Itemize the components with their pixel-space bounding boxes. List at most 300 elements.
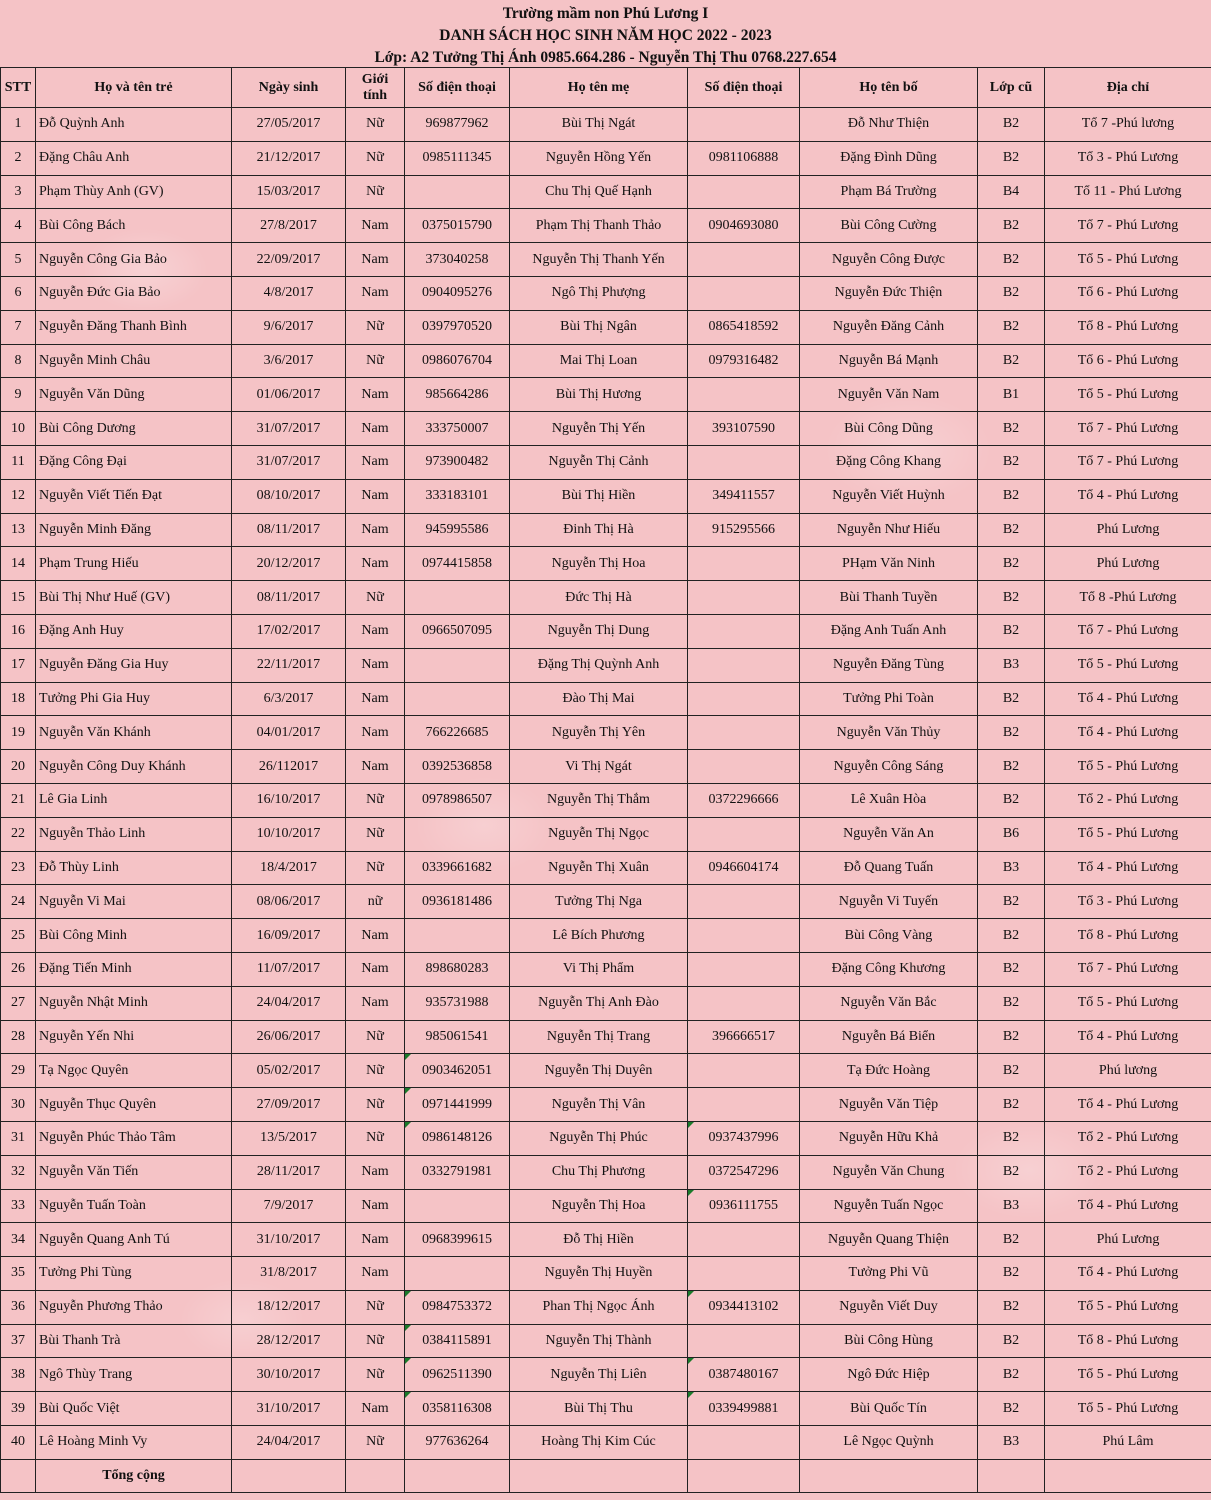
phone-cell[interactable]: 935731988: [405, 986, 510, 1020]
birth-date-cell[interactable]: 31/10/2017: [232, 1223, 346, 1257]
mother-name-cell[interactable]: Nguyễn Thị Thanh Yến: [510, 243, 688, 277]
child-name-cell[interactable]: Bùi Quốc Việt: [36, 1392, 232, 1426]
father-name-cell[interactable]: Bùi Công Dũng: [800, 412, 978, 446]
birth-date-cell[interactable]: 7/9/2017: [232, 1189, 346, 1223]
phone-2-cell[interactable]: [688, 986, 800, 1020]
old-class-cell[interactable]: B2: [978, 243, 1045, 277]
gender-cell[interactable]: Nam: [346, 750, 405, 784]
stt-cell[interactable]: 37: [1, 1324, 36, 1358]
stt-cell[interactable]: 16: [1, 614, 36, 648]
stt-cell[interactable]: 8: [1, 344, 36, 378]
child-name-cell[interactable]: Ngô Thùy Trang: [36, 1358, 232, 1392]
birth-date-cell[interactable]: 4/8/2017: [232, 276, 346, 310]
gender-cell[interactable]: Nữ: [346, 141, 405, 175]
mother-name-cell[interactable]: Nguyễn Thị Ngọc: [510, 817, 688, 851]
address-cell[interactable]: Phú Lương: [1045, 547, 1211, 581]
address-cell[interactable]: Tổ 5 - Phú Lương: [1045, 986, 1211, 1020]
phone-cell[interactable]: [405, 648, 510, 682]
child-name-cell[interactable]: Bùi Công Dương: [36, 412, 232, 446]
birth-date-cell[interactable]: 31/07/2017: [232, 412, 346, 446]
address-cell[interactable]: Tổ 4 - Phú Lương: [1045, 682, 1211, 716]
gender-cell[interactable]: Nữ: [346, 1290, 405, 1324]
old-class-cell[interactable]: B2: [978, 276, 1045, 310]
child-name-cell[interactable]: Nguyễn Viết Tiến Đạt: [36, 479, 232, 513]
father-name-cell[interactable]: Nguyễn Đức Thiện: [800, 276, 978, 310]
gender-cell[interactable]: Nam: [346, 919, 405, 953]
phone-2-cell[interactable]: [688, 547, 800, 581]
father-name-cell[interactable]: Phạm Bá Trường: [800, 175, 978, 209]
address-cell[interactable]: Tổ 2 - Phú Lương: [1045, 1121, 1211, 1155]
phone-cell[interactable]: [405, 175, 510, 209]
phone-2-cell[interactable]: 0339499881: [688, 1392, 800, 1426]
gender-cell[interactable]: Nữ: [346, 851, 405, 885]
birth-date-cell[interactable]: 18/4/2017: [232, 851, 346, 885]
stt-cell[interactable]: 31: [1, 1121, 36, 1155]
mother-name-cell[interactable]: Chu Thị Quế Hạnh: [510, 175, 688, 209]
gender-cell[interactable]: Nam: [346, 1155, 405, 1189]
phone-2-cell[interactable]: [688, 175, 800, 209]
phone-cell[interactable]: 0384115891: [405, 1324, 510, 1358]
mother-name-cell[interactable]: Nguyễn Thị Vân: [510, 1088, 688, 1122]
gender-cell[interactable]: Nữ: [346, 1358, 405, 1392]
stt-cell[interactable]: 18: [1, 682, 36, 716]
phone-cell[interactable]: [405, 581, 510, 615]
mother-name-cell[interactable]: Đỗ Thị Hiền: [510, 1223, 688, 1257]
father-name-cell[interactable]: Đỗ Quang Tuấn: [800, 851, 978, 885]
stt-cell[interactable]: 3: [1, 175, 36, 209]
father-name-cell[interactable]: PHạm Văn Ninh: [800, 547, 978, 581]
old-class-cell[interactable]: B6: [978, 817, 1045, 851]
total-cell[interactable]: [688, 1459, 800, 1492]
birth-date-cell[interactable]: 08/11/2017: [232, 513, 346, 547]
child-name-cell[interactable]: Nguyễn Tuấn Toàn: [36, 1189, 232, 1223]
stt-cell[interactable]: 13: [1, 513, 36, 547]
total-cell[interactable]: [232, 1459, 346, 1492]
child-name-cell[interactable]: Nguyễn Thục Quyên: [36, 1088, 232, 1122]
father-name-cell[interactable]: Nguyễn Công Được: [800, 243, 978, 277]
phone-cell[interactable]: 898680283: [405, 952, 510, 986]
phone-cell[interactable]: 945995586: [405, 513, 510, 547]
phone-cell[interactable]: 0986148126: [405, 1121, 510, 1155]
mother-name-cell[interactable]: Đức Thị Hà: [510, 581, 688, 615]
address-cell[interactable]: Tổ 7 -Phú lương: [1045, 108, 1211, 142]
address-cell[interactable]: Phú Lâm: [1045, 1426, 1211, 1460]
old-class-cell[interactable]: B1: [978, 378, 1045, 412]
phone-cell[interactable]: 0392536858: [405, 750, 510, 784]
old-class-cell[interactable]: B2: [978, 141, 1045, 175]
father-name-cell[interactable]: Nguyễn Viết Huỳnh: [800, 479, 978, 513]
address-cell[interactable]: Phú lương: [1045, 1054, 1211, 1088]
address-cell[interactable]: Tổ 5 - Phú Lương: [1045, 1290, 1211, 1324]
phone-cell[interactable]: 0968399615: [405, 1223, 510, 1257]
mother-name-cell[interactable]: Nguyễn Thị Hoa: [510, 547, 688, 581]
total-cell[interactable]: [800, 1459, 978, 1492]
old-class-cell[interactable]: B3: [978, 851, 1045, 885]
mother-name-cell[interactable]: Vi Thị Ngát: [510, 750, 688, 784]
father-name-cell[interactable]: Lê Xuân Hòa: [800, 783, 978, 817]
phone-2-cell[interactable]: [688, 952, 800, 986]
child-name-cell[interactable]: Phạm Trung Hiếu: [36, 547, 232, 581]
old-class-cell[interactable]: B2: [978, 682, 1045, 716]
address-cell[interactable]: Tổ 5 - Phú Lương: [1045, 378, 1211, 412]
stt-cell[interactable]: 9: [1, 378, 36, 412]
phone-2-cell[interactable]: [688, 648, 800, 682]
child-name-cell[interactable]: Nguyễn Vi Mai: [36, 885, 232, 919]
gender-cell[interactable]: Nữ: [346, 581, 405, 615]
birth-date-cell[interactable]: 13/5/2017: [232, 1121, 346, 1155]
birth-date-cell[interactable]: 16/10/2017: [232, 783, 346, 817]
gender-cell[interactable]: Nữ: [346, 1324, 405, 1358]
address-cell[interactable]: Tổ 4 - Phú Lương: [1045, 1257, 1211, 1291]
phone-cell[interactable]: 333183101: [405, 479, 510, 513]
old-class-cell[interactable]: B2: [978, 1054, 1045, 1088]
gender-cell[interactable]: Nữ: [346, 310, 405, 344]
stt-cell[interactable]: 12: [1, 479, 36, 513]
address-cell[interactable]: Tổ 5 - Phú Lương: [1045, 817, 1211, 851]
child-name-cell[interactable]: Bùi Thanh Trà: [36, 1324, 232, 1358]
stt-cell[interactable]: 33: [1, 1189, 36, 1223]
phone-cell[interactable]: [405, 817, 510, 851]
address-cell[interactable]: Tổ 7 - Phú Lương: [1045, 952, 1211, 986]
stt-cell[interactable]: 22: [1, 817, 36, 851]
gender-cell[interactable]: Nữ: [346, 344, 405, 378]
stt-cell[interactable]: 7: [1, 310, 36, 344]
child-name-cell[interactable]: Bùi Thị Như Huế (GV): [36, 581, 232, 615]
stt-cell[interactable]: 30: [1, 1088, 36, 1122]
stt-cell[interactable]: 39: [1, 1392, 36, 1426]
gender-cell[interactable]: Nam: [346, 378, 405, 412]
phone-cell[interactable]: 985061541: [405, 1020, 510, 1054]
address-cell[interactable]: Tổ 3 - Phú Lương: [1045, 885, 1211, 919]
birth-date-cell[interactable]: 27/09/2017: [232, 1088, 346, 1122]
total-cell[interactable]: [1045, 1459, 1211, 1492]
birth-date-cell[interactable]: 01/06/2017: [232, 378, 346, 412]
phone-2-cell[interactable]: [688, 108, 800, 142]
child-name-cell[interactable]: Đỗ Quỳnh Anh: [36, 108, 232, 142]
old-class-cell[interactable]: B2: [978, 716, 1045, 750]
gender-cell[interactable]: Nam: [346, 1189, 405, 1223]
col-phone-header[interactable]: Số điện thoại: [405, 68, 510, 108]
phone-cell[interactable]: 0904095276: [405, 276, 510, 310]
phone-2-cell[interactable]: [688, 445, 800, 479]
mother-name-cell[interactable]: Phan Thị Ngọc Ánh: [510, 1290, 688, 1324]
gender-cell[interactable]: Nam: [346, 986, 405, 1020]
father-name-cell[interactable]: Nguyễn Quang Thiện: [800, 1223, 978, 1257]
father-name-cell[interactable]: Nguyễn Văn Tiệp: [800, 1088, 978, 1122]
father-name-cell[interactable]: Đỗ Như Thiện: [800, 108, 978, 142]
phone-cell[interactable]: 0332791981: [405, 1155, 510, 1189]
old-class-cell[interactable]: B3: [978, 1426, 1045, 1460]
stt-cell[interactable]: 23: [1, 851, 36, 885]
birth-date-cell[interactable]: 31/07/2017: [232, 445, 346, 479]
phone-2-cell[interactable]: [688, 1054, 800, 1088]
child-name-cell[interactable]: Nguyễn Quang Anh Tú: [36, 1223, 232, 1257]
birth-date-cell[interactable]: 24/04/2017: [232, 1426, 346, 1460]
mother-name-cell[interactable]: Bùi Thị Hương: [510, 378, 688, 412]
phone-2-cell[interactable]: 915295566: [688, 513, 800, 547]
address-cell[interactable]: Tổ 5 - Phú Lương: [1045, 1358, 1211, 1392]
stt-cell[interactable]: 17: [1, 648, 36, 682]
birth-date-cell[interactable]: 08/10/2017: [232, 479, 346, 513]
old-class-cell[interactable]: B2: [978, 344, 1045, 378]
father-name-cell[interactable]: Bùi Công Hùng: [800, 1324, 978, 1358]
gender-cell[interactable]: Nam: [346, 1223, 405, 1257]
gender-cell[interactable]: Nam: [346, 614, 405, 648]
stt-cell[interactable]: 26: [1, 952, 36, 986]
gender-cell[interactable]: Nữ: [346, 1020, 405, 1054]
father-name-cell[interactable]: Nguyễn Văn Nam: [800, 378, 978, 412]
total-cell[interactable]: [346, 1459, 405, 1492]
mother-name-cell[interactable]: Nguyễn Hồng Yến: [510, 141, 688, 175]
old-class-cell[interactable]: B2: [978, 479, 1045, 513]
father-name-cell[interactable]: Bùi Công Cường: [800, 209, 978, 243]
father-name-cell[interactable]: Đặng Công Khương: [800, 952, 978, 986]
phone-cell[interactable]: 0984753372: [405, 1290, 510, 1324]
birth-date-cell[interactable]: 27/05/2017: [232, 108, 346, 142]
phone-cell[interactable]: 0936181486: [405, 885, 510, 919]
stt-cell[interactable]: 4: [1, 209, 36, 243]
address-cell[interactable]: Tổ 8 - Phú Lương: [1045, 919, 1211, 953]
child-name-cell[interactable]: Bùi Công Minh: [36, 919, 232, 953]
stt-cell[interactable]: 1: [1, 108, 36, 142]
gender-cell[interactable]: Nữ: [346, 1088, 405, 1122]
address-cell[interactable]: Tổ 4 - Phú Lương: [1045, 851, 1211, 885]
address-cell[interactable]: Tổ 5 - Phú Lương: [1045, 648, 1211, 682]
mother-name-cell[interactable]: Đặng Thị Quỳnh Anh: [510, 648, 688, 682]
old-class-cell[interactable]: B2: [978, 1324, 1045, 1358]
child-name-cell[interactable]: Nguyễn Yến Nhi: [36, 1020, 232, 1054]
address-cell[interactable]: Tổ 8 - Phú Lương: [1045, 310, 1211, 344]
child-name-cell[interactable]: Lê Hoàng Minh Vy: [36, 1426, 232, 1460]
address-cell[interactable]: Tổ 5 - Phú Lương: [1045, 750, 1211, 784]
father-name-cell[interactable]: Đặng Công Khang: [800, 445, 978, 479]
father-name-cell[interactable]: Nguyễn Văn Thủy: [800, 716, 978, 750]
mother-name-cell[interactable]: Nguyễn Thị Dung: [510, 614, 688, 648]
father-name-cell[interactable]: Nguyễn Như Hiếu: [800, 513, 978, 547]
stt-cell[interactable]: 25: [1, 919, 36, 953]
father-name-cell[interactable]: Bùi Công Vàng: [800, 919, 978, 953]
phone-2-cell[interactable]: 0904693080: [688, 209, 800, 243]
mother-name-cell[interactable]: Hoàng Thị Kim Cúc: [510, 1426, 688, 1460]
col-stt-header[interactable]: STT: [1, 68, 36, 108]
father-name-cell[interactable]: Nguyễn Văn An: [800, 817, 978, 851]
mother-name-cell[interactable]: Bùi Thị Ngát: [510, 108, 688, 142]
phone-2-cell[interactable]: [688, 276, 800, 310]
mother-name-cell[interactable]: Đào Thị Mai: [510, 682, 688, 716]
stt-cell[interactable]: 19: [1, 716, 36, 750]
total-cell[interactable]: [510, 1459, 688, 1492]
address-cell[interactable]: Tổ 5 - Phú Lương: [1045, 243, 1211, 277]
phone-cell[interactable]: 0903462051: [405, 1054, 510, 1088]
mother-name-cell[interactable]: Tưởng Thị Nga: [510, 885, 688, 919]
total-label[interactable]: Tổng cộng: [36, 1459, 232, 1492]
child-name-cell[interactable]: Nguyễn Minh Châu: [36, 344, 232, 378]
child-name-cell[interactable]: Tưởng Phi Gia Huy: [36, 682, 232, 716]
father-name-cell[interactable]: Tưởng Phi Toàn: [800, 682, 978, 716]
col-address-header[interactable]: Địa chỉ: [1045, 68, 1211, 108]
father-name-cell[interactable]: Lê Ngọc Quỳnh: [800, 1426, 978, 1460]
total-cell[interactable]: [978, 1459, 1045, 1492]
mother-name-cell[interactable]: Bùi Thị Ngân: [510, 310, 688, 344]
phone-2-cell[interactable]: [688, 614, 800, 648]
phone-2-cell[interactable]: 0372547296: [688, 1155, 800, 1189]
gender-cell[interactable]: Nam: [346, 682, 405, 716]
old-class-cell[interactable]: B2: [978, 445, 1045, 479]
mother-name-cell[interactable]: Nguyễn Thị Huyền: [510, 1257, 688, 1291]
phone-2-cell[interactable]: 0981106888: [688, 141, 800, 175]
phone-cell[interactable]: 969877962: [405, 108, 510, 142]
address-cell[interactable]: Tổ 11 - Phú Lương: [1045, 175, 1211, 209]
address-cell[interactable]: Tổ 6 - Phú Lương: [1045, 276, 1211, 310]
gender-cell[interactable]: Nam: [346, 648, 405, 682]
birth-date-cell[interactable]: 05/02/2017: [232, 1054, 346, 1088]
gender-cell[interactable]: Nam: [346, 547, 405, 581]
phone-2-cell[interactable]: 349411557: [688, 479, 800, 513]
child-name-cell[interactable]: Tạ Ngọc Quyên: [36, 1054, 232, 1088]
mother-name-cell[interactable]: Nguyễn Thị Xuân: [510, 851, 688, 885]
phone-2-cell[interactable]: [688, 1223, 800, 1257]
phone-2-cell[interactable]: [688, 1426, 800, 1460]
gender-cell[interactable]: Nam: [346, 412, 405, 446]
phone-2-cell[interactable]: [688, 919, 800, 953]
phone-cell[interactable]: [405, 919, 510, 953]
mother-name-cell[interactable]: Bùi Thị Thu: [510, 1392, 688, 1426]
address-cell[interactable]: Tổ 7 - Phú Lương: [1045, 209, 1211, 243]
phone-2-cell[interactable]: 0934413102: [688, 1290, 800, 1324]
address-cell[interactable]: Tổ 8 -Phú Lương: [1045, 581, 1211, 615]
birth-date-cell[interactable]: 21/12/2017: [232, 141, 346, 175]
mother-name-cell[interactable]: Nguyễn Thị Trang: [510, 1020, 688, 1054]
old-class-cell[interactable]: B2: [978, 1257, 1045, 1291]
phone-cell[interactable]: 766226685: [405, 716, 510, 750]
child-name-cell[interactable]: Nguyễn Đăng Gia Huy: [36, 648, 232, 682]
birth-date-cell[interactable]: 31/10/2017: [232, 1392, 346, 1426]
phone-cell[interactable]: 0339661682: [405, 851, 510, 885]
phone-2-cell[interactable]: 0946604174: [688, 851, 800, 885]
address-cell[interactable]: Tổ 7 - Phú Lương: [1045, 614, 1211, 648]
old-class-cell[interactable]: B2: [978, 1358, 1045, 1392]
phone-cell[interactable]: 0986076704: [405, 344, 510, 378]
birth-date-cell[interactable]: 26/112017: [232, 750, 346, 784]
birth-date-cell[interactable]: 20/12/2017: [232, 547, 346, 581]
col-birth-date-header[interactable]: Ngày sinh: [232, 68, 346, 108]
old-class-cell[interactable]: B4: [978, 175, 1045, 209]
father-name-cell[interactable]: Nguyễn Tuấn Ngọc: [800, 1189, 978, 1223]
phone-2-cell[interactable]: 0979316482: [688, 344, 800, 378]
phone-2-cell[interactable]: 0865418592: [688, 310, 800, 344]
old-class-cell[interactable]: B2: [978, 513, 1045, 547]
birth-date-cell[interactable]: 22/11/2017: [232, 648, 346, 682]
mother-name-cell[interactable]: Nguyễn Thị Anh Đào: [510, 986, 688, 1020]
phone-2-cell[interactable]: [688, 885, 800, 919]
address-cell[interactable]: Tổ 4 - Phú Lương: [1045, 1088, 1211, 1122]
father-name-cell[interactable]: Nguyễn Hữu Khả: [800, 1121, 978, 1155]
phone-2-cell[interactable]: 0937437996: [688, 1121, 800, 1155]
stt-cell[interactable]: 32: [1, 1155, 36, 1189]
child-name-cell[interactable]: Bùi Công Bách: [36, 209, 232, 243]
father-name-cell[interactable]: Nguyễn Vi Tuyến: [800, 885, 978, 919]
mother-name-cell[interactable]: Lê Bích Phương: [510, 919, 688, 953]
birth-date-cell[interactable]: 6/3/2017: [232, 682, 346, 716]
phone-cell[interactable]: [405, 682, 510, 716]
gender-cell[interactable]: Nam: [346, 243, 405, 277]
phone-2-cell[interactable]: [688, 1088, 800, 1122]
address-cell[interactable]: Tổ 4 - Phú Lương: [1045, 1020, 1211, 1054]
stt-cell[interactable]: 24: [1, 885, 36, 919]
col-gender-header[interactable]: Giới tính: [346, 68, 405, 108]
father-name-cell[interactable]: Tưởng Phi Vũ: [800, 1257, 978, 1291]
child-name-cell[interactable]: Phạm Thùy Anh (GV): [36, 175, 232, 209]
phone-cell[interactable]: 0358116308: [405, 1392, 510, 1426]
mother-name-cell[interactable]: Nguyễn Thị Thắm: [510, 783, 688, 817]
father-name-cell[interactable]: Nguyễn Công Sáng: [800, 750, 978, 784]
col-child-name-header[interactable]: Họ và tên trẻ: [36, 68, 232, 108]
phone-cell[interactable]: 985664286: [405, 378, 510, 412]
phone-cell[interactable]: [405, 1189, 510, 1223]
mother-name-cell[interactable]: Chu Thị Phương: [510, 1155, 688, 1189]
birth-date-cell[interactable]: 9/6/2017: [232, 310, 346, 344]
address-cell[interactable]: Tổ 2 - Phú Lương: [1045, 783, 1211, 817]
child-name-cell[interactable]: Nguyễn Đức Gia Bảo: [36, 276, 232, 310]
mother-name-cell[interactable]: Vi Thị Phẩm: [510, 952, 688, 986]
mother-name-cell[interactable]: Đinh Thị Hà: [510, 513, 688, 547]
birth-date-cell[interactable]: 10/10/2017: [232, 817, 346, 851]
stt-cell[interactable]: 11: [1, 445, 36, 479]
mother-name-cell[interactable]: Mai Thị Loan: [510, 344, 688, 378]
old-class-cell[interactable]: B2: [978, 614, 1045, 648]
phone-cell[interactable]: 973900482: [405, 445, 510, 479]
phone-2-cell[interactable]: [688, 581, 800, 615]
address-cell[interactable]: Phú Lương: [1045, 513, 1211, 547]
birth-date-cell[interactable]: 3/6/2017: [232, 344, 346, 378]
phone-cell[interactable]: 977636264: [405, 1426, 510, 1460]
gender-cell[interactable]: nữ: [346, 885, 405, 919]
birth-date-cell[interactable]: 08/11/2017: [232, 581, 346, 615]
birth-date-cell[interactable]: 27/8/2017: [232, 209, 346, 243]
birth-date-cell[interactable]: 04/01/2017: [232, 716, 346, 750]
birth-date-cell[interactable]: 08/06/2017: [232, 885, 346, 919]
address-cell[interactable]: Tổ 4 - Phú Lương: [1045, 1189, 1211, 1223]
phone-cell[interactable]: 373040258: [405, 243, 510, 277]
address-cell[interactable]: Tổ 4 - Phú Lương: [1045, 479, 1211, 513]
address-cell[interactable]: Tổ 6 - Phú Lương: [1045, 344, 1211, 378]
stt-cell[interactable]: 28: [1, 1020, 36, 1054]
old-class-cell[interactable]: B2: [978, 209, 1045, 243]
child-name-cell[interactable]: Nguyễn Phúc Thảo Tâm: [36, 1121, 232, 1155]
child-name-cell[interactable]: Đặng Anh Huy: [36, 614, 232, 648]
mother-name-cell[interactable]: Ngô Thị Phượng: [510, 276, 688, 310]
phone-cell[interactable]: 0966507095: [405, 614, 510, 648]
old-class-cell[interactable]: B2: [978, 1223, 1045, 1257]
birth-date-cell[interactable]: 11/07/2017: [232, 952, 346, 986]
phone-2-cell[interactable]: 0372296666: [688, 783, 800, 817]
birth-date-cell[interactable]: 31/8/2017: [232, 1257, 346, 1291]
child-name-cell[interactable]: Nguyễn Nhật Minh: [36, 986, 232, 1020]
child-name-cell[interactable]: Nguyễn Thảo Linh: [36, 817, 232, 851]
mother-name-cell[interactable]: Nguyễn Thị Cảnh: [510, 445, 688, 479]
gender-cell[interactable]: Nam: [346, 513, 405, 547]
address-cell[interactable]: Tổ 7 - Phú Lương: [1045, 445, 1211, 479]
address-cell[interactable]: Phú Lương: [1045, 1223, 1211, 1257]
old-class-cell[interactable]: B2: [978, 108, 1045, 142]
old-class-cell[interactable]: B2: [978, 885, 1045, 919]
address-cell[interactable]: Tổ 2 - Phú Lương: [1045, 1155, 1211, 1189]
phone-2-cell[interactable]: [688, 378, 800, 412]
father-name-cell[interactable]: Đặng Đình Dũng: [800, 141, 978, 175]
col-phone-2-header[interactable]: Số điện thoại: [688, 68, 800, 108]
old-class-cell[interactable]: B2: [978, 986, 1045, 1020]
birth-date-cell[interactable]: 18/12/2017: [232, 1290, 346, 1324]
